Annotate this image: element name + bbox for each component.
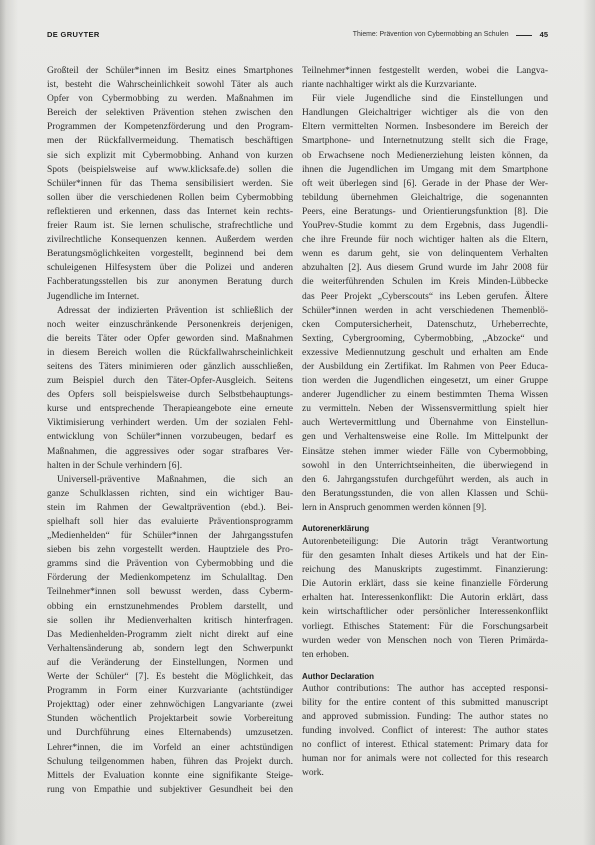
text-line: work. [302, 768, 324, 779]
text-line: Spots (beispielsweise auf www.klicksafe.de) sollen die [47, 164, 293, 175]
text-line: seitens des Täters minimieren oder gänzlich ausschließen, [47, 361, 293, 372]
text-line: oft weit überlegen sind [6]. Gerade in der Phase der Wer- [302, 178, 548, 189]
paragraph [302, 66, 548, 94]
text-line: freier Raum ist. Sie lernen schulische, strafrechtliche und [47, 221, 293, 232]
text-line: che ihre Freunde für noch wichtiger halten als die Eltern, [302, 235, 548, 246]
text-line: Verhaltensänderung ab, sondern legt den Schwerpunkt [47, 643, 293, 654]
text-line: das Peer Projekt „Cyberscouts“ ins Leben gerufen. Ältere [302, 291, 548, 302]
text-line: Maßnahmen, die aggressives oder sogar strafbares Ver- [47, 446, 293, 457]
text-line: noch weiter einzuschränkende Personenkreis derjenigen, [47, 319, 293, 330]
text-line: in diesem Bereich wollen die Rückfallwahrscheinlichkeit [47, 347, 293, 358]
text-line: sie sollen ihr Medienverhalten kritisch hinterfragen. [47, 615, 293, 626]
text-line: kurse und entsprechende Therapieangebote eine erneute [47, 404, 293, 415]
text-line: entwicklung von Schüler*innen vorzubeugen, bedarf es [47, 432, 293, 443]
text-line: halten in der Schule verhindern [6]. [47, 460, 183, 471]
text-line: „Medienhelden“ für Schüler*innen der Jahrgangsstufen [47, 531, 293, 542]
text-line: exzessive Mediennutzung geschult und erhalten am Ende [302, 347, 548, 358]
text-line: den Beratungsstunden, die von allen Klassen und Schü- [302, 488, 548, 499]
text-line: zum Beispiel durch den Täter-Opfer-Ausgleich. Seitens [47, 376, 293, 387]
text-line: auf die Veränderung der Einstellungen, Normen und [47, 657, 293, 668]
paragraph [302, 94, 548, 517]
text-line: gramms sind die Prävention von Cybermobbing und die [47, 559, 293, 570]
declaration-paragraph-en [302, 684, 548, 783]
text-line: Universell-präventive Maßnahmen, die sich an [57, 474, 293, 485]
text-line: ist, besteht die Wahrscheinlichkeit sowohl Täter als auch [47, 80, 293, 91]
text-line: no conflict of interest. Ethical statement: Primary data for [302, 740, 548, 751]
text-line: Das Medienhelden-Programm zielt nicht direkt auf eine [47, 629, 293, 640]
text-line: Die Autorin erklärt, dass sie keine finanzielle Förderung [302, 579, 548, 590]
text-line: Eltern vermittelten Normen. Insbesondere im Bereich der [302, 122, 548, 133]
running-title: Thieme: Prävention von Cybermobbing an Schulen [352, 31, 509, 38]
running-title-group [353, 29, 548, 41]
text-line: Teilnehmer*innen soll bewusst werden, dass Cyberm- [47, 587, 293, 598]
text-line: die weiterführenden Schulen im Kreis Minden-Lübbecke [302, 277, 548, 288]
text-line: Opfer von Cybermobbing zu werden. Maßnahmen im [47, 94, 293, 105]
left-column [47, 66, 293, 799]
text-line: Fachberatungsstellen bis zur anonymen Beratung durch [47, 277, 293, 288]
text-line: Peers, eine Beratungs- und Orientierungsfunktion [8]. Die [302, 206, 548, 217]
text-line: Schulung teilgenommen haben, führen das Projekt durch. [47, 756, 293, 767]
text-line: ganze Schulklassen richten, sind ein wichtiger Bau- [47, 488, 293, 499]
text-line: Handlungen Gleichaltriger wichtiger als die von den [302, 108, 548, 119]
text-line: die bereits Täter oder Opfer geworden sind. Maßnahmen [47, 333, 293, 344]
text-line: Großteil der Schüler*innen im Besitz eines Smartphones [47, 66, 293, 76]
text-line: rung von Empathie und subjektiver Gesundheit bei den [47, 784, 293, 795]
text-line: funding involved. Conflict of interest: The author states [302, 726, 548, 737]
paragraph [47, 475, 293, 799]
text-line: spielhaft soll hier das evaluierte Präventionsprogramm [47, 517, 293, 527]
section-heading-autorenerklaerung: Autorenerklärung [302, 524, 370, 533]
publisher-logo-text: DE GRUYTER [47, 30, 100, 39]
text-line: ten erhoben. [302, 649, 349, 660]
text-line: riante nachhaltiger wirkt als die Kurzvariante. [302, 80, 477, 91]
text-line: für den gesamten Inhalt dieses Artikels und hat der Ein- [302, 551, 548, 562]
text-line: Stunden wöchentlich Projektarbeit sowie Vorbereitung [47, 714, 293, 725]
paragraph [47, 66, 293, 306]
text-line: Beratungsmöglichkeiten vorgestellt, beginnend bei dem [47, 249, 293, 260]
text-line: Werte der Schüler“ [7]. Es besteht die Möglichkeit, das [47, 672, 293, 683]
text-line: Teilnehmer*innen festgestellt werden, wobei die Langva- [302, 66, 548, 76]
header-rule [516, 35, 532, 36]
text-line: Jugendliche im Internet. [47, 291, 140, 302]
text-line: Mittels der Evaluation konnte eine signifikante Steige- [47, 770, 293, 781]
text-line: human nor for animals were not collected for this research [302, 754, 548, 765]
text-line: erhalten hat. Interessenkonflikt: Die Autorin erklärt, dass [302, 593, 548, 604]
text-line: Smartphone- und Internetnutzung stellt sich die Frage, [302, 136, 548, 147]
text-line: Einsätze stehen immer wieder Fälle von Cybermobbing, [302, 446, 548, 457]
text-line: Förderung der Medienkompetenz im Schulalltag. Den [47, 573, 293, 584]
text-line: schuleigenen Hilfesystem über die Polizei und anderen [47, 263, 293, 274]
text-line: den 6. Jahrgangsstufen durchgeführt werden, als auch in [302, 474, 548, 485]
text-line: abzuhalten [2]. Aus diesem Grund wurde im Jahr 2008 für [302, 263, 548, 274]
text-line: wurden weder von Menschen noch von Tieren Primärda- [302, 635, 548, 646]
text-line: Author contributions: The author has accepted responsi- [302, 683, 548, 694]
text-line: tebildung übernehmen Gleichaltrige, die sogenannten [302, 192, 548, 203]
text-line: auch Wertevermittlung und Übernahme von Einstellun- [302, 418, 548, 429]
text-line: sie sich explizit mit Cybermobbing. Anhand von kurzen [47, 150, 293, 161]
text-line: bility for the entire content of this submitted manuscript [302, 697, 548, 708]
right-column [302, 66, 548, 783]
text-line: vorliegt. Ethisches Statement: Für die Forschungsarbeit [302, 621, 548, 632]
text-line: Adressat der indizierten Prävention ist schließlich der [57, 305, 293, 316]
text-line: sollen über die verschiedenen Rollen beim Cybermobbing [47, 192, 293, 203]
text-line: stein im Rahmen der Gewaltprävention (ebd.). Bei- [47, 502, 293, 513]
declaration-paragraph-de [302, 537, 548, 664]
text-line: ob Erwachsene noch Medienerziehung leisten können, da [302, 150, 548, 161]
text-line: des Opfers soll beispielsweise durch Selbstbehauptungs- [47, 390, 293, 401]
text-line: zu vermitteln. Neben der Wissensvermittlung spielt hier [302, 404, 548, 415]
text-line: Sexting, Cybergrooming, Cybermobbing, „Abzocke“ und [302, 333, 548, 344]
paragraph [47, 306, 293, 475]
text-line: zivilrechtliche Konsequenzen kennen. Außerdem werden [47, 235, 293, 246]
text-line: Bereich der selektiven Prävention stehen zwischen den [47, 108, 293, 119]
section-heading-author-declaration: Author Declaration [302, 671, 375, 681]
text-line: sowohl in den Unterrichtseinheiten, die überwiegend in [302, 460, 548, 471]
text-line: men der Rückfallvermeidung. Thematisch beschäftigen [47, 136, 293, 147]
text-line: reflektieren und erkennen, dass das Internet kein rechts- [47, 206, 293, 217]
text-line: and approved submission. Funding: The author states no [302, 712, 548, 723]
text-line: lern in Anspruch genommen werden können [9]. [302, 502, 487, 513]
text-line: YouPrev-Studie kommt zu dem Ergebnis, dass Jugendli- [302, 221, 548, 232]
text-line: obbing ein ernstzunehmendes Problem darstellt, und [47, 601, 293, 612]
text-line: und Durchführung eines Elternabends) umzusetzen. [47, 728, 293, 739]
running-header [47, 29, 548, 41]
page-number: 45 [539, 30, 548, 39]
text-line: gen und Verhaltensweise eine Rolle. Im Mittelpunkt der [302, 432, 548, 443]
text-line: tion werden die Jugendlichen eingesetzt, um einer Gruppe [302, 376, 548, 387]
text-line: kein wirtschaftlicher oder persönlicher Interessenkonflikt [302, 607, 548, 618]
text-line: cken Computersicherheit, Datenschutz, Urheberrechte, [302, 319, 548, 330]
text-line: Autorenbeteiligung: Die Autorin trägt Verantwortung [302, 537, 548, 547]
text-line: Programmen der Kompetenzförderung und den Program- [47, 122, 293, 133]
text-line: Programm in Form einer Kurzvariante (achtstündiger [47, 686, 293, 697]
text-line: der Ausbildung ein Zertifikat. Im Rahmen von Peer Educa- [302, 361, 548, 372]
text-line: sieben bis zehn vorgestellt werden. Hauptziele des Pro- [47, 545, 293, 556]
text-line: Schüler*innen werden in acht verschiedenen Themenblö- [302, 305, 548, 316]
text-line: Projekttag) oder einer zehnwöchigen Langvariante (zwei [47, 700, 293, 711]
text-line: reichung des Manuskripts zugestimmt. Finanzierung: [302, 565, 548, 576]
text-line: Viktimisierung verhindert werden. Um der sozialen Fehl- [47, 418, 293, 429]
text-line: ihnen die Jugendlichen im Umgang mit dem Smartphone [302, 164, 548, 175]
text-line: anderer Jugendlicher zu einem bestimmten Thema Wissen [302, 390, 548, 401]
text-line: Für viele Jugendliche sind die Einstellungen und [312, 94, 548, 105]
text-line: Schüler*innen für das Thema sensibilisiert werden. Sie [47, 178, 293, 189]
text-line: wenn es darum geht, sie von delinquentem Verhalten [302, 249, 548, 260]
text-line: Lehrer*innen, die im Vorfeld an einer achtstündigen [47, 742, 293, 753]
